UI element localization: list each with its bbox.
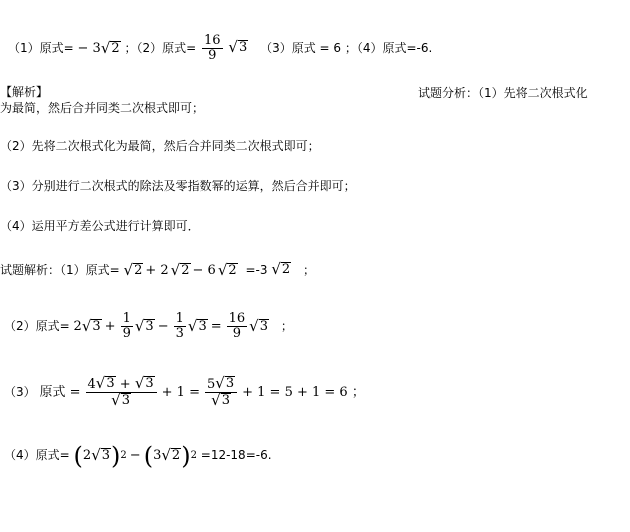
sqrt-symbol: √ 3 xyxy=(134,317,154,335)
solution-2-expr: 2 √ 3 + $\frac{1}{9}$ √ 3 − $\frac{1}{3}$ √ 3 = $\frac{16}{9}$ √ 3 xyxy=(73,311,269,341)
sqrt-symbol: √ 2 xyxy=(271,260,291,278)
sqrt-symbol: √ 2 xyxy=(217,261,237,279)
analysis-line-2: （2）先将二次根式化为最简，然后合并同类二次根式即可； xyxy=(0,139,320,153)
answer-p1-label: （1）原式= xyxy=(8,41,74,55)
solution-line-2: （2）原式= 2 √ 3 + $\frac{1}{9}$ √ 3 − $\frac{1}{3}$ √ 3 = $\frac{16}{9}$ √ 3 ； xyxy=(4,311,293,341)
sqrt-symbol: √ 3 xyxy=(187,317,207,335)
answer-p3-p4: （3）原式 = 6 ；（4）原式=-6. xyxy=(260,41,433,55)
answer-p2-fraction: $\frac{16}{9}$ xyxy=(204,33,221,63)
sqrt-symbol: √ 2 xyxy=(100,39,120,57)
solution-line-1: 试题解析：（1）原式= √ 2 + 2 √ 2 − 6 √ 2 =-3 √ 2 ； xyxy=(0,260,316,279)
sqrt-symbol: √ 2 xyxy=(170,261,190,279)
solution-1-expr: √ 2 + 2 √ 2 − 6 √ 2 xyxy=(123,261,237,279)
analysis-right: 试题分析：（1）先将二次根式化 xyxy=(418,86,588,100)
analysis-header: 【解析】 xyxy=(0,85,49,99)
solution-4-expr: ( 2 √ 3 ) 2 − ( 3 √ 2 ) 2 xyxy=(73,441,197,470)
analysis-line-4: （4）运用平方差公式进行计算即可． xyxy=(0,219,200,233)
sqrt-symbol: √ 3 xyxy=(249,317,269,335)
solution-3-expr: 原式 = 4 √ 3 + √ 3 √ 3 + 1 = 5 √ 3 √ 3 + 1 = 5 + 1 = 6 ； xyxy=(39,374,365,409)
answer-p1-expr: − 3 √ 2 xyxy=(77,39,120,57)
analysis-line-3: （3）分别进行二次根式的除法及零指数幂的运算，然后合并即可； xyxy=(0,179,356,193)
sqrt-symbol: √ 3 xyxy=(228,38,248,56)
answer-line xyxy=(8,34,432,63)
solution-title: 试题解析：（1）原式= xyxy=(0,263,120,277)
analysis-line-1: 为最简，然后合并同类二次根式即可； xyxy=(0,101,205,115)
sqrt-symbol: √ 2 xyxy=(123,261,143,279)
solution-line-4: （4）原式= ( 2 √ 3 ) 2 − ( 3 √ 2 ) 2 =12-18=-6. xyxy=(4,441,272,470)
sqrt-symbol: √ 3 xyxy=(81,317,101,335)
answer-p1-end: ；（2）原式= xyxy=(124,41,197,55)
solution-line-3: （3） 原式 = 4 √ 3 + √ 3 √ 3 + 1 = 5 √ 3 √ 3 + 1 = 5 + 1 = 6 ； xyxy=(4,374,365,409)
